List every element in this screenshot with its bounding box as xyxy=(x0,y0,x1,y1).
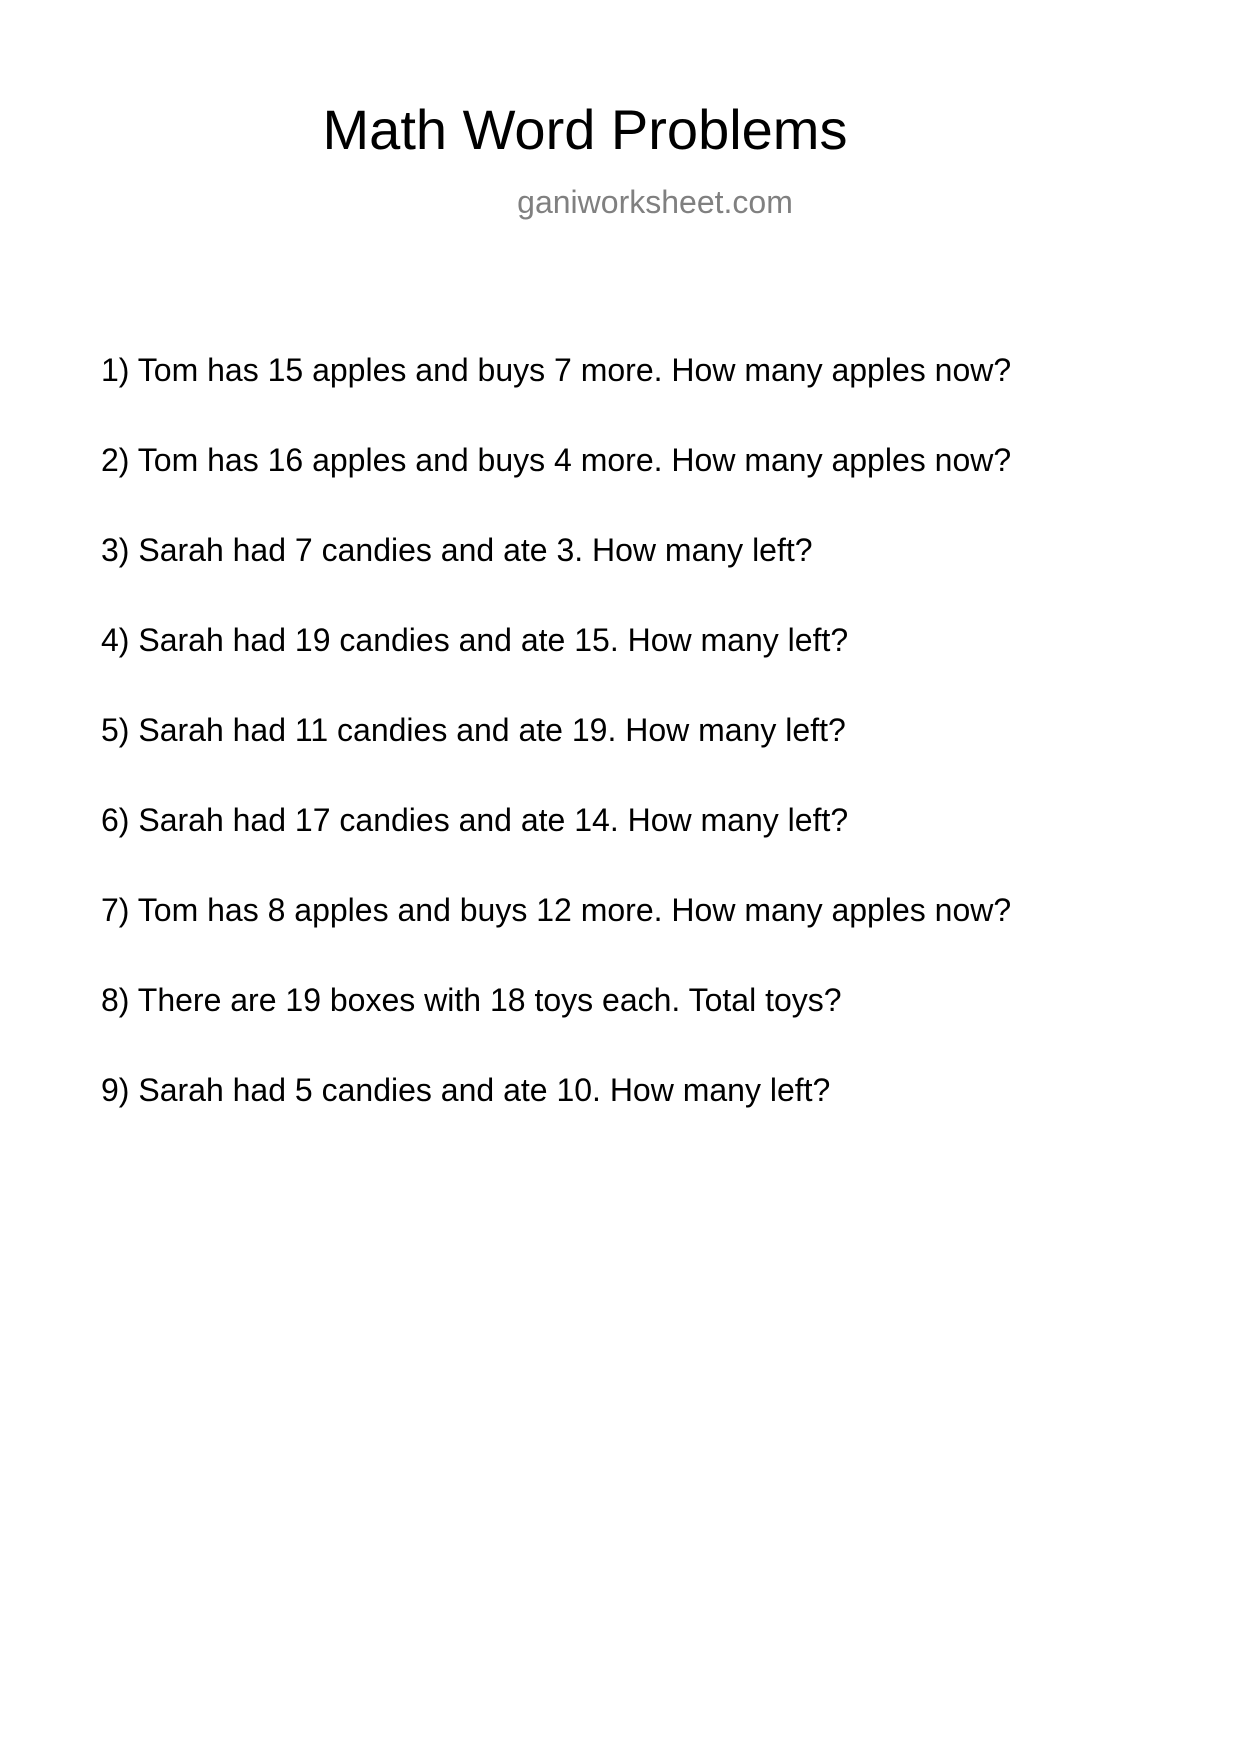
problem-item: 2) Tom has 16 apples and buys 4 more. How many apples now? xyxy=(101,442,1012,478)
problem-item: 9) Sarah had 5 candies and ate 10. How many left? xyxy=(101,1072,831,1108)
problem-item: 6) Sarah had 17 candies and ate 14. How many left? xyxy=(101,802,849,838)
problem-item: 4) Sarah had 19 candies and ate 15. How many left? xyxy=(101,622,849,658)
source-website: ganiworksheet.com xyxy=(517,184,793,220)
problem-item: 3) Sarah had 7 candies and ate 3. How many left? xyxy=(101,532,813,568)
problem-item: 1) Tom has 15 apples and buys 7 more. How many apples now? xyxy=(101,352,1012,388)
problem-item: 8) There are 19 boxes with 18 toys each. Total toys? xyxy=(101,982,842,1018)
problem-list xyxy=(101,350,1011,1160)
page-title: Math Word Problems xyxy=(322,98,848,161)
problem-item: 7) Tom has 8 apples and buys 12 more. How many apples now? xyxy=(101,892,1012,928)
problem-item: 5) Sarah had 11 candies and ate 19. How many left? xyxy=(101,712,846,748)
